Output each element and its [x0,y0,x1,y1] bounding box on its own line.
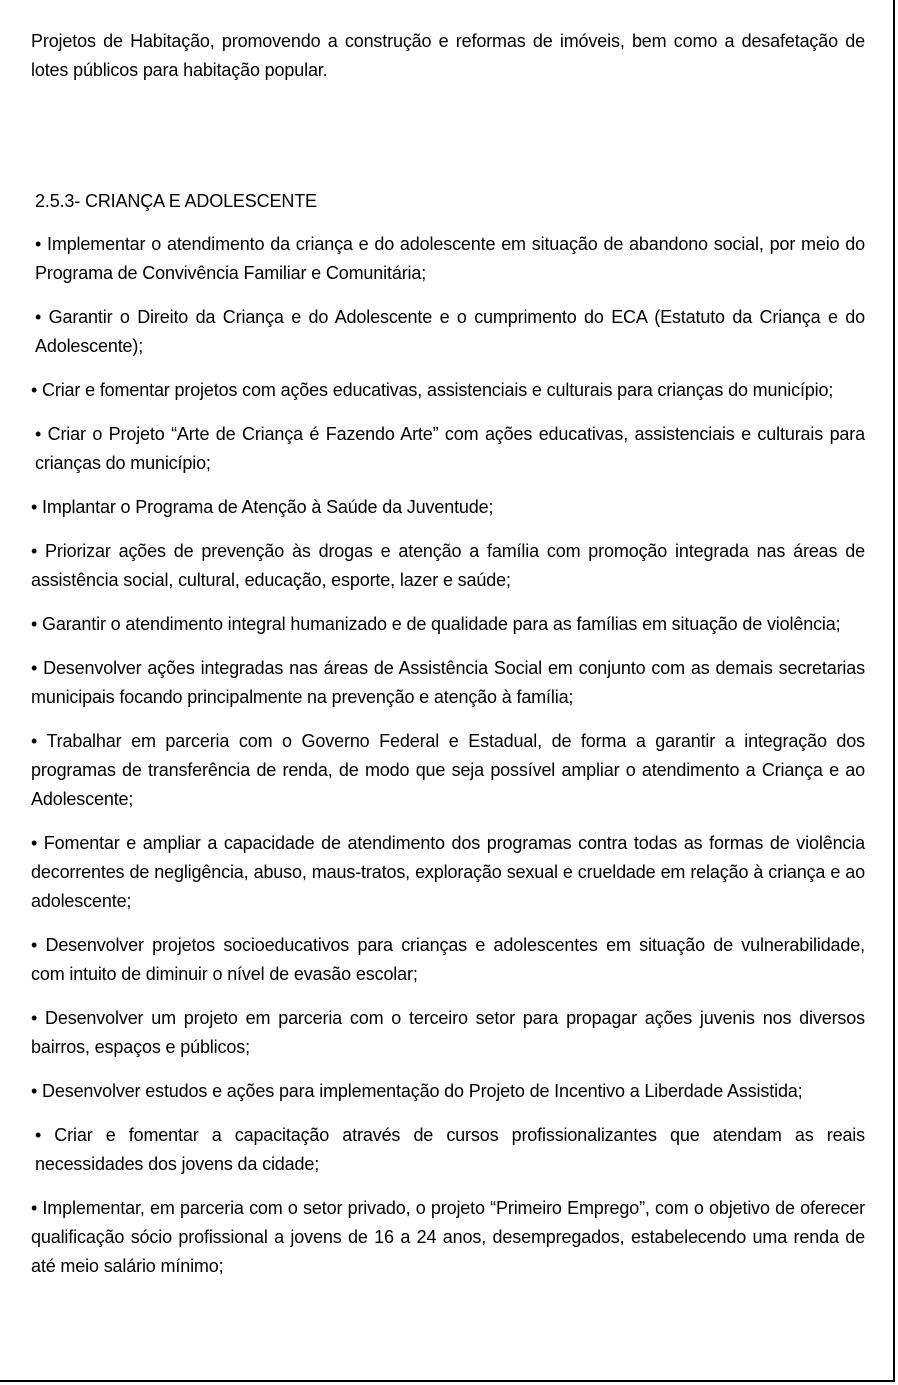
bullet-item: • Desenvolver estudos e ações para implementação do Projeto de Incentivo a Liberdade Assistida; [31,1081,803,1101]
document-body [31,27,865,1296]
bullet-item: • Desenvolver ações integradas nas áreas de Assistência Social em conjunto com as demais secretarias municipais focando principalmente na prevenção e atenção à família; [31,658,865,707]
bullet-item: • Priorizar ações de prevenção às drogas e atenção a família com promoção integrada nas áreas de assistência social, cultural, educação, esporte, lazer e saúde; [31,541,865,590]
bullet-item: • Garantir o Direito da Criança e do Adolescente e o cumprimento do ECA (Estatuto da Criança e do Adolescente); [35,307,865,356]
bullet-item: • Garantir o atendimento integral humanizado e de qualidade para as famílias em situação de violência; [31,614,841,634]
bullet-item: • Criar e fomentar a capacitação através de cursos profissionalizantes que atendam as reais necessidades dos jovens da cidade; [35,1125,865,1174]
bullet-item: • Criar e fomentar projetos com ações educativas, assistenciais e culturais para crianças do município; [31,380,834,400]
bullet-item: • Implementar o atendimento da criança e do adolescente em situação de abandono social, por meio do Programa de Convivência Familiar e Comunitária; [35,234,865,283]
intro-paragraph: Projetos de Habitação, promovendo a construção e reformas de imóveis, bem como a desafetação de lotes públicos para habitação popular. [31,31,865,80]
bullet-item: • Criar o Projeto “Arte de Criança é Fazendo Arte” com ações educativas, assistenciais e culturais para crianças do município; [35,424,865,473]
bullet-item: • Desenvolver projetos socioeducativos para crianças e adolescentes em situação de vulnerabilidade, com intuito de diminuir o nível de evasão escolar; [31,935,865,984]
bullet-item: • Fomentar e ampliar a capacidade de atendimento dos programas contra todas as formas de violência decorrentes de negligência, abuso, maus-tratos, exploração sexual e crueldade em relação à criança e ao adolescente; [31,833,865,911]
bullet-item: • Trabalhar em parceria com o Governo Federal e Estadual, de forma a garantir a integração dos programas de transferência de renda, de modo que seja possível ampliar o atendimento a Criança e ao Adolescente; [31,731,865,809]
bullet-item: • Desenvolver um projeto em parceria com o terceiro setor para propagar ações juvenis nos diversos bairros, espaços e públicos; [31,1008,865,1057]
section-heading: 2.5.3- CRIANÇA E ADOLESCENTE [35,191,317,211]
bullet-item: • Implantar o Programa de Atenção à Saúde da Juventude; [31,497,494,517]
bullet-item: • Implementar, em parceria com o setor privado, o projeto “Primeiro Emprego”, com o objetivo de oferecer qualificação sócio profissional a jovens de 16 a 24 anos, desempregados, estabelecendo uma renda de até meio salário mínimo; [31,1198,865,1276]
